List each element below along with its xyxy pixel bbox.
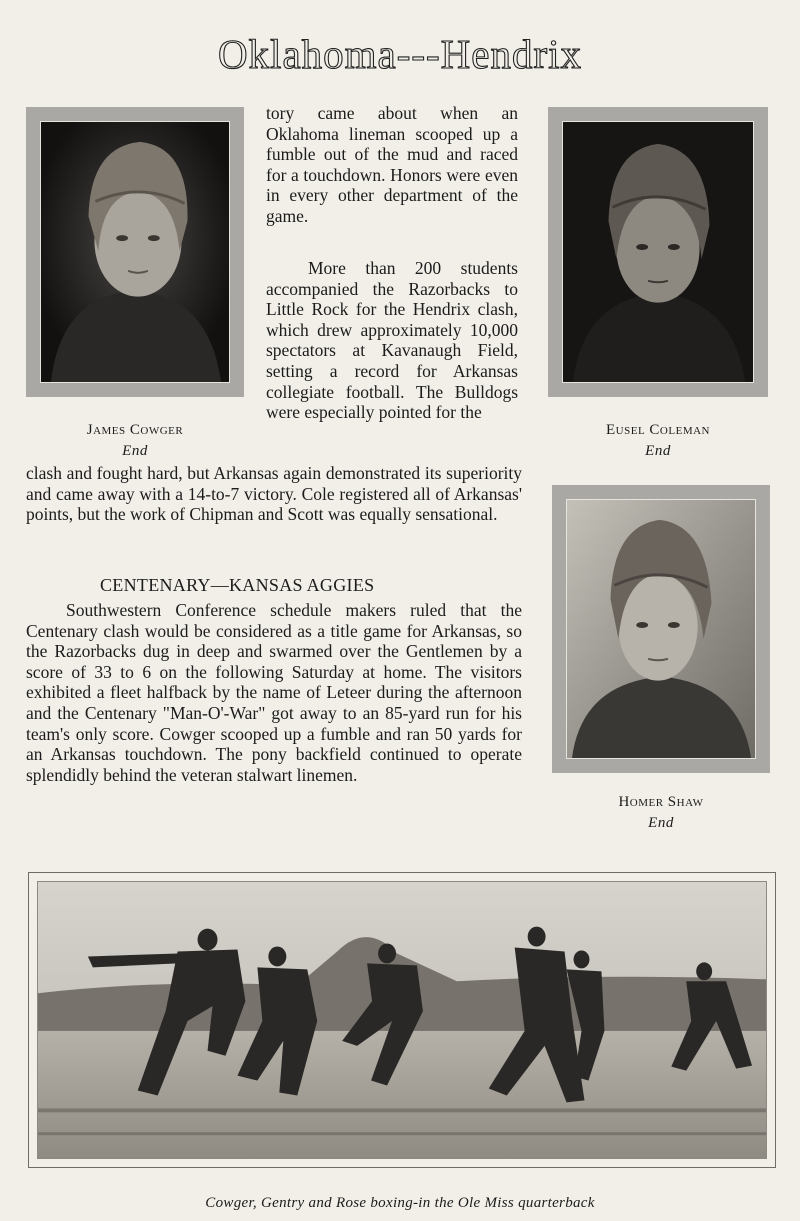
- column-paragraph-2: More than 200 students accompanied the Razorbacks to Little Rock for the Hendrix clash, which drew approximately 10,000 spectators at Kavanaugh Field, setting a record for Arkansas collegiate football. The Bulldogs were especially pointed for the: [266, 258, 518, 423]
- player-position: End: [645, 443, 671, 459]
- player-position: End: [648, 815, 674, 831]
- caption-shaw: [552, 792, 770, 834]
- column-paragraph-1: tory came about when an Oklahoma lineman scooped up a fumble out of the mud and raced for a touchdown. Honors were even in every other department of the game.: [266, 103, 518, 226]
- caption-cowger: [26, 420, 244, 462]
- page-title: Oklahoma---Hendrix: [217, 31, 583, 77]
- portrait-shaw: [552, 485, 770, 773]
- player-position: End: [122, 443, 148, 459]
- player-portrait-image: [563, 122, 753, 382]
- section-heading: CENTENARY—KANSAS AGGIES: [100, 575, 375, 595]
- section-paragraph: Southwestern Conference schedule makers ruled that the Centenary clash would be considered as a title game for Arkansas, so the Razorbacks dug in deep and swarmed over the Gentlemen by a score of 33 to 6 on the following Saturday at home. The visitors exhibited a fleet halfback by the name of Leteer during the afternoon and the Centenary "Man-O'-War" got away to an 85-yard run for his team's only score. Cowger scooped up a fumble and ran 50 yards for an Arkansas touchdown. The pony backfield continued to operate splendidly behind the veteran stalwart linemen.: [26, 600, 522, 785]
- action-photo-frame: [28, 872, 776, 1168]
- action-photo-caption: Cowger, Gentry and Rose boxing-in the Ole Miss quarterback: [205, 1195, 595, 1211]
- player-name: Homer Shaw: [618, 794, 704, 810]
- player-portrait-image: [41, 122, 229, 382]
- player-portrait-image: [567, 500, 755, 758]
- wide-paragraph-1: clash and fought hard, but Arkansas again demonstrated its superiority and came away with a 14-to-7 victory. Cole registered all of Arkansas' points, but the work of Chipman and Scott was equally sensational.: [26, 463, 522, 525]
- player-name: Eusel Coleman: [606, 422, 710, 438]
- player-name: James Cowger: [86, 422, 184, 438]
- football-action-photo: [38, 882, 766, 1158]
- portrait-cowger: [26, 107, 244, 397]
- portrait-coleman: [548, 107, 768, 397]
- caption-coleman: [548, 420, 768, 462]
